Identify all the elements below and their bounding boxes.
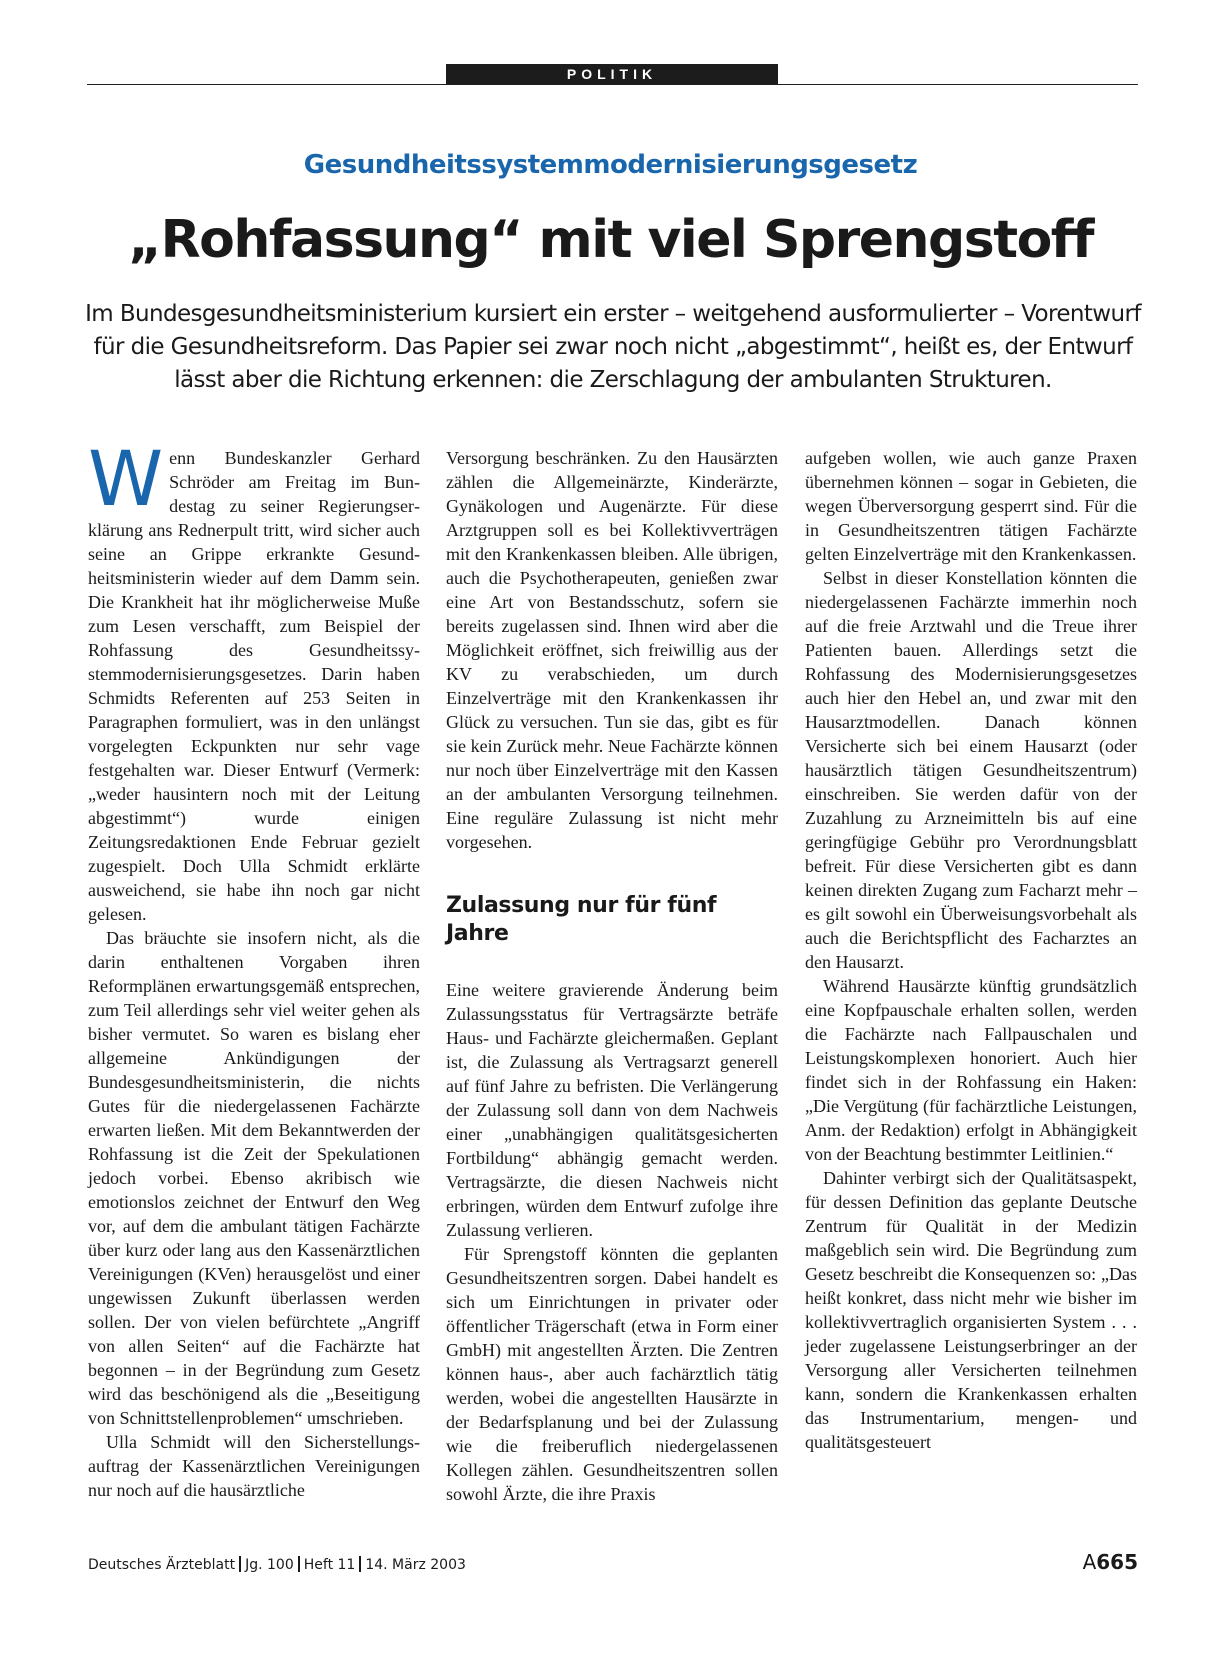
paragraph-text: enn Bundeskanzler Gerhard Schröder am Freitag im Bundestag zu seiner Regierungserklärung ans Rednerpult tritt, wird sicher auch seine an Grippe erkrankte Gesundheitsministerin wieder auf dem Damm sein. Die Krankheit hat ihr möglicherweise Muße zum Lesen verschafft, zum Beispiel der Rohfassung des Gesundheitssystemmodernisierungsgesetzes. Darin haben Schmidts Referenten auf 253 Seiten in Paragraphen formuliert, was in den unlängst vorgelegten Eckpunkten nur sehr vage festgehalten war. Dieser Entwurf (Vermerk: „weder hausintern noch mit der Leitung abgestimmt“) wurde einigen Zeitungsredaktionen Ende Februar gezielt zugespielt. Doch Ulla Schmidt erklärte ausweichend, sie habe ihn noch gar nicht gelesen. [88, 448, 420, 924]
page-prefix: A [1082, 1550, 1097, 1574]
article-column-1 [88, 434, 420, 1502]
paragraph: aufgeben wollen, wie auch ganze Praxen übernehmen können – sogar in Gebieten, die wegen Überversorgung gesperrt sind. Für die in Gesundheitszentren tätigen Fachärzte gelten Einzelverträge mit den Krankenkassen. [805, 448, 1137, 564]
article-column-2 [446, 446, 778, 1506]
paragraph: Dahinter verbirgt sich der Qualitätsaspekt, für dessen Definition das geplante Deutsche Zentrum für Qualität in der Medizin maßgeblich sein wird. Die Begründung zum Gesetz beschreibt die Konsequenzen so: „Das heißt konkret, dass nicht mehr wie bisher im kollektivvertraglich organisierten System . . . jeder zugelassene Leistungserbringer an der Versorgung aller Versicherten teilnehmen kann, sondern die Krankenkassen erhalten das Instrumentarium, mengen- und qualitätsgesteuert [805, 1168, 1137, 1452]
page-footer [88, 1556, 466, 1573]
subheading: Zulassung nur für fünf Jahre [446, 893, 717, 946]
paragraph: Eine weitere gravierende Änderung beim Zulassungsstatus für Vertragsärzte beträfe Haus- und Fachärzte gleichermaßen. Geplant ist, die Zulassung als Vertragsarzt generell auf fünf Jahre zu befristen. Die Verlängerung der Zulassung soll dann von dem Nachweis einer „unabhängigen qualitätsgesicherten Fortbildung“ abhängig gemacht werden. Vertragsärzte, die diesen Nachweis nicht erbringen, würden dem Entwurf zufolge ihre Zulassung verlieren. [446, 980, 778, 1240]
paragraph: Das bräuchte sie insofern nicht, als die darin enthaltenen Vorgaben ihren Reformplänen erwartungsgemäß entsprechen, zum Teil allerdings sehr viel weiter gehen als bisher vermutet. So waren es bislang eher allgemeine Ankündigungen der Bundesgesundheitsministerin, die nichts Gutes für die niedergelassenen Fachärzte erwarten ließen. Mit dem Bekanntwerden der Rohfassung ist die Zeit der Spekulationen jedoch vorbei. Ebenso akribisch wie emotionslos zeichnet der Entwurf den Weg vor, auf dem die ambulant tätigen Fachärzte über kurz oder lang aus den Kassenärztlichen Vereinigungen (KVen) herausgelöst und einer ungewissen Zukunft überlassen werden sollen. Der von vielen befürchtete „Angriff von allen Seiten“ auf die Fachärzte hat begonnen – in der Begründung zum Gesetz wird das beschönigend als die „Beseitigung von Schnittstellenproblemen“ umschrieben. [88, 928, 420, 1428]
paragraph: Ulla Schmidt will den Sicherstellungsauftrag der Kassenärztlichen Vereinigungen nur noch auf die hausärztliche [88, 1432, 420, 1500]
page-number-value: 665 [1096, 1550, 1138, 1574]
drop-cap: W [88, 434, 164, 523]
journal-date: 14. März 2003 [365, 1557, 466, 1573]
article-column-3 [805, 446, 1137, 1454]
section-label: POLITIK [446, 64, 778, 85]
article-headline: „Rohfassung“ mit viel Sprengstoff [127, 210, 1094, 270]
footer-separator [298, 1556, 300, 1572]
journal-name: Deutsches Ärzteblatt [88, 1557, 236, 1573]
article-lead: Im Bundesgesundheitsministerium kursiert ein erster – weitgehend ausformulierter – Vorentwurf für die Gesundheitsreform. Das Papier sei zwar noch nicht „abgestimmt“, heißt es, der Entwurf lässt aber die Richtung erkennen: die Zerschlagung der ambulanten Strukturen. [85, 301, 1141, 393]
page-number [1083, 1550, 1138, 1574]
paragraph: Selbst in dieser Konstellation könnten die niedergelassenen Fachärzte immerhin noch auf die freie Arztwahl und die Treue ihrer Patienten bauen. Allerdings setzt die Rohfassung des Modernisierungsgesetzes auch hier den Hebel an, und zwar mit den Hausarztmodellen. Danach können Versicherte sich bei einem Hausarzt (oder hausärztlich tätigen Gesundheitszentrum) einschreiben. Sie werden dafür von der Zuzahlung zu Arzneimitteln bis auf eine geringfügige Gebühr pro Verordnungsblatt befreit. Für diese Versicherten gibt es dann keinen direkten Zugang zum Facharzt mehr – es gilt sowohl ein Überweisungsvorbehalt als auch die Berichtspflicht des Facharztes an den Hausarzt. [805, 568, 1137, 972]
paragraph [88, 434, 420, 926]
journal-issue: Heft 11 [303, 1557, 356, 1573]
footer-separator [239, 1556, 241, 1572]
paragraph: Für Sprengstoff könnten die geplanten Gesundheitszentren sorgen. Dabei handelt es sich um Einrichtungen in privater oder öffentlicher Trägerschaft (etwa in Form einer GmbH) mit angestellten Ärzten. Die Zentren können haus-, aber auch fachärztlich tätig werden, wobei die angestellten Hausärzte in der Bedarfsplanung und bei der Zulassung wie die freiberuflich niedergelassenen Kollegen zählen. Gesundheitszentren sollen sowohl Ärzte, die ihre Praxis [446, 1244, 778, 1504]
journal-volume: Jg. 100 [245, 1557, 294, 1573]
paragraph: Versorgung beschränken. Zu den Hausärzten zählen die Allgemeinärzte, Kinderärzte, Gynäkologen und Augenärzte. Für diese Arztgruppen soll es bei Kollektivverträgen mit den Krankenkassen bleiben. Alle übrigen, auch die Psychotherapeuten, genießen zwar eine Art von Bestandsschutz, sofern sie bereits zugelassen sind. Ihnen wird aber die Möglichkeit eröffnet, sich freiwillig aus der KV zu verabschieden, um durch Einzelverträge mit den Krankenkassen ihr Glück zu versuchen. Tun sie das, gibt es für sie kein Zurück mehr. Neue Fachärzte können nur noch über Einzelverträge mit den Kassen an der ambulanten Versorgung teilnehmen. Eine reguläre Zulassung ist nicht mehr vorgesehen. [446, 448, 778, 852]
paragraph: Während Hausärzte künftig grundsätzlich eine Kopfpauschale erhalten sollen, werden die Fachärzte nach Fallpauschalen und Leistungskomplexen honoriert. Auch hier findet sich in der Rohfassung ein Haken: „Die Vergütung (für fachärztliche Leistungen, Anm. der Redaktion) erfolgt in Abhängigkeit von der Beachtung bestimmter Leitlinien.“ [805, 976, 1137, 1164]
article-kicker: Gesundheitssystemmodernisierungsgesetz [303, 150, 918, 180]
footer-separator [359, 1556, 361, 1572]
